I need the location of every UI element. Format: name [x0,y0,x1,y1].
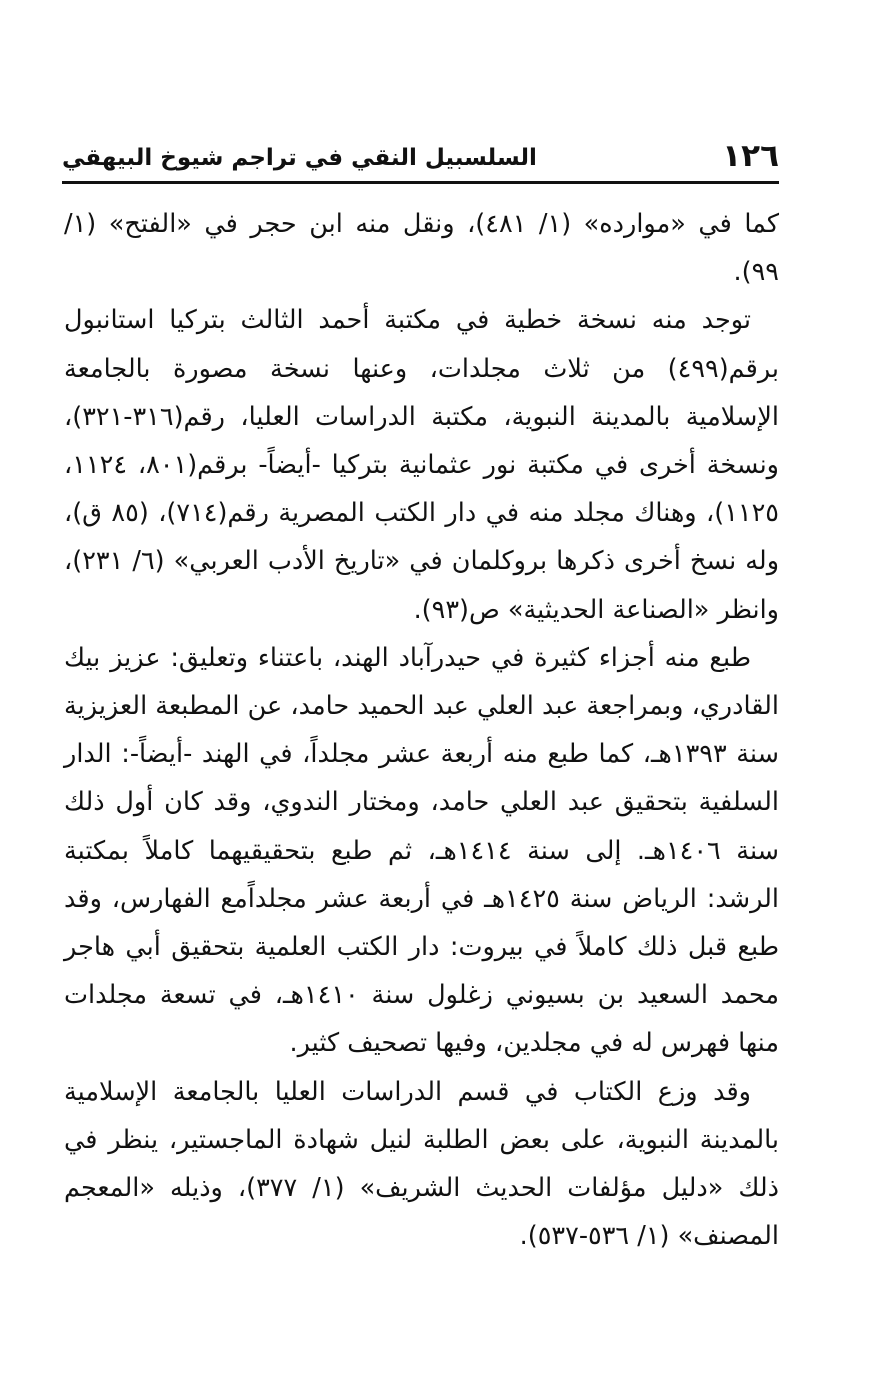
paragraph-continuation: كما في «موارده» (١/ ٤٨١)، ونقل منه ابن حجر في «الفتح» (١/ ٩٩). [64,209,780,288]
header-rule [62,181,779,184]
paragraph-university-study: وقد وزع الكتاب في قسم الدراسات العليا بالجامعة الإسلامية بالمدينة النبوية، على بعض الطلبة لنيل شهادة الماجستير، ينظر في ذلك «دليل مؤلفات الحديث الشريف» (١/ ٣٧٧)، وذيله «المعجم المصنف» (١/ ٥٣٦-٥٣٧). [64,1076,780,1252]
body-text [64,200,779,1260]
page-number: ١٢٦ [722,138,779,174]
running-header [62,128,779,184]
paragraph-editions: طبع منه أجزاء كثيرة في حيدرآباد الهند، باعتناء وتعليق: عزيز بيك القادري، وبمراجعة عبد العلي عبد الحميد حامد، عن المطبعة العزيزية سنة ١٣٩٣هـ، كما طبع منه أربعة عشر مجلداً، في الهند -أيضاً-: الدار السلفية بتحقيق عبد العلي حامد، ومختار الندوي، وقد كان أول ذلك سنة ١٤٠٦هـ. إلى سنة ١٤١٤هـ، ثم طبع بتحقيقيهما كاملاً بمكتبة الرشد: الرياض سنة ١٤٢٥هـ في أربعة عشر مجلداًمع الفهارس، وقد طبع قبل ذلك كاملاً في بيروت: دار الكتب العلمية بتحقيق أبي هاجر محمد السعيد بن بسيوني زغلول سنة ١٤١٠هـ، في تسعة مجلدات منها فهرس له في مجلدين، وفيها تصحيف كثير. [64,642,780,1059]
book-title: السلسبيل النقي في تراجم شيوخ البيهقي [62,145,537,171]
paragraph-manuscripts: توجد منه نسخة خطية في مكتبة أحمد الثالث بتركيا استانبول برقم(٤٩٩) من ثلاث مجلدات، وعنها نسخة مصورة بالجامعة الإسلامية بالمدينة النبوية، مكتبة الدراسات العليا، رقم(٣١٦-٣٢١)، ونسخة أخرى في مكتبة نور عثمانية بتركيا -أيضاً- برقم(٨٠١، ١١٢٤، ١١٢٥)، وهناك مجلد منه في دار الكتب المصرية رقم(٧١٤)، (٨٥ ق)، وله نسخ أخرى ذكرها بروكلمان في «تاريخ الأدب العربي» (٦/ ٢٣١)، وانظر «الصناعة الحديثية» ص(٩٣). [64,305,780,625]
